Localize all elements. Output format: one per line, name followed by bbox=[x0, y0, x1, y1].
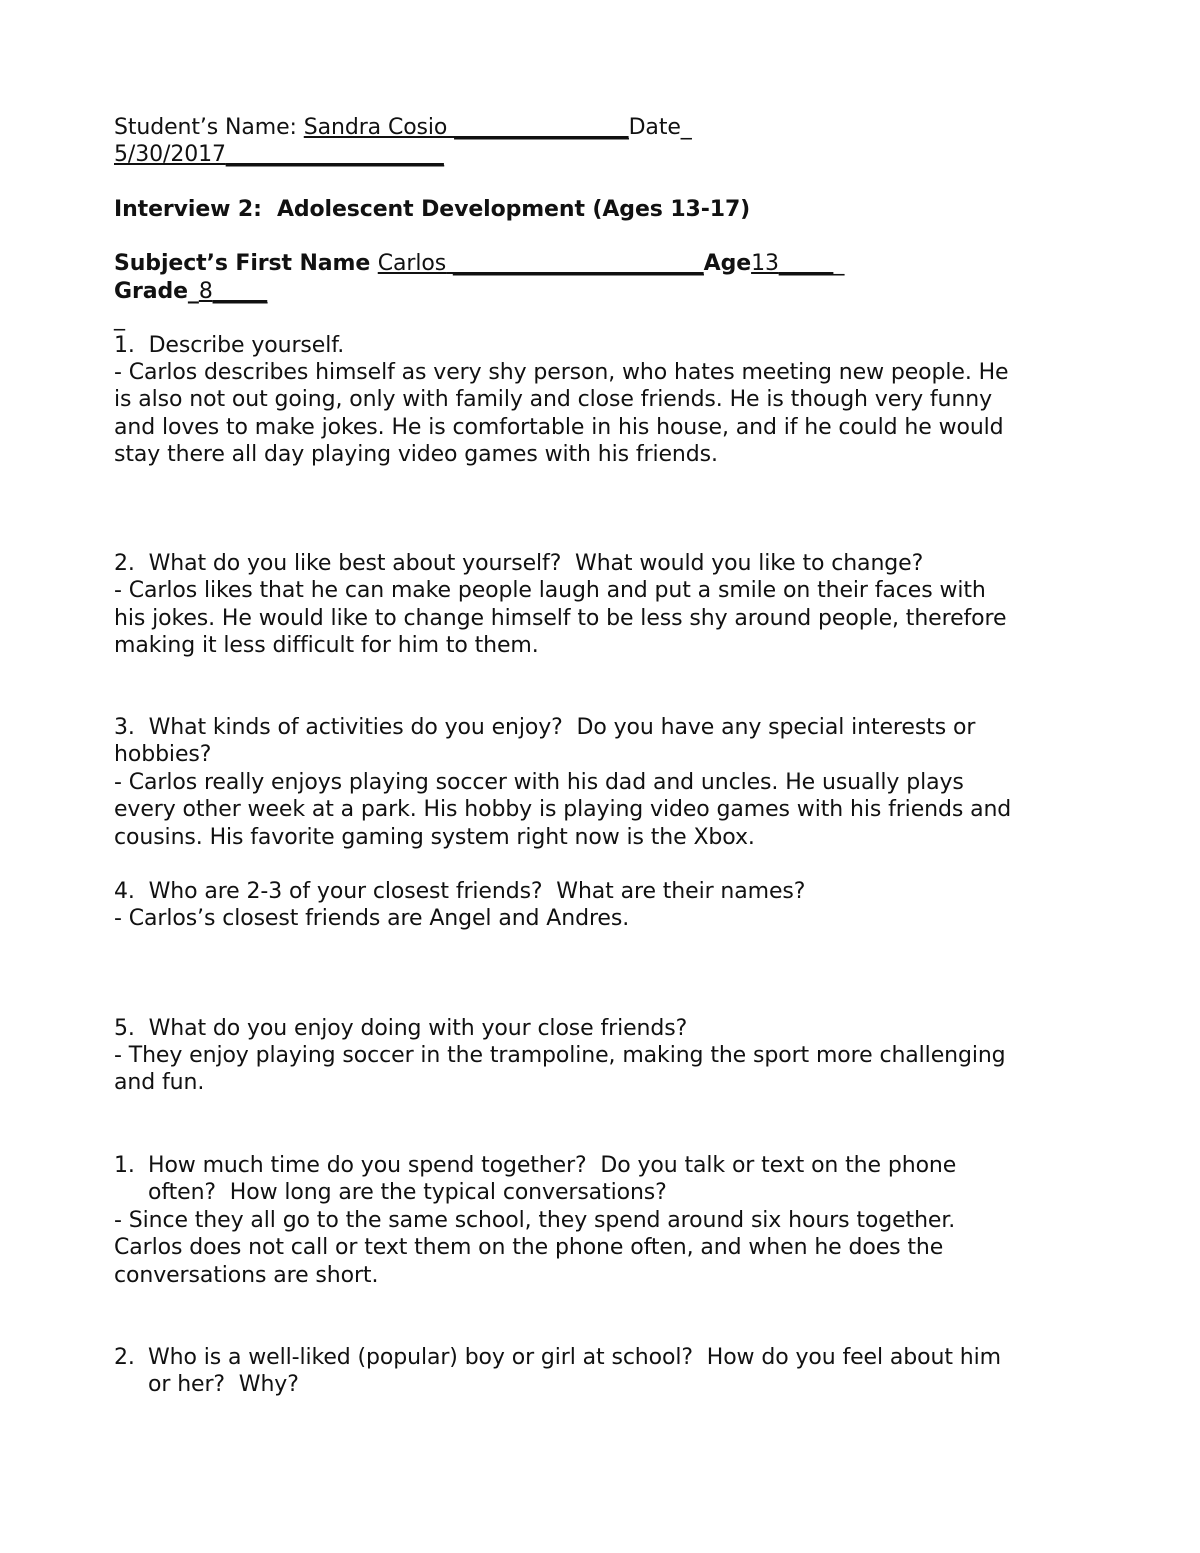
student-name-label: Student’s Name: bbox=[114, 115, 304, 140]
answer-1-line: and loves to make jokes. He is comfortable in his house, and if he could he would bbox=[114, 415, 1004, 440]
page-title: Interview 2: Adolescent Development (Ages 13-17) bbox=[114, 197, 751, 222]
grade-value: 8 bbox=[198, 279, 213, 304]
date-value: 5/30/2017 bbox=[114, 142, 226, 167]
date-underline: ____________________ bbox=[225, 142, 444, 167]
answer-2-line: - Carlos likes that he can make people laugh and put a smile on their faces with bbox=[114, 578, 986, 603]
question-7-continued: or her? Why? bbox=[148, 1372, 299, 1397]
answer-6-line: Carlos does not call or text them on the phone often, and when he does the bbox=[114, 1235, 944, 1260]
question-6-continued: often? How long are the typical conversations? bbox=[148, 1180, 667, 1205]
question-4: 4. Who are 2-3 of your closest friends? What are their names? bbox=[114, 879, 806, 904]
question-3: 3. What kinds of activities do you enjoy? Do you have any special interests or bbox=[114, 715, 976, 740]
answer-2-line: making it less difficult for him to them. bbox=[114, 633, 539, 658]
date-line bbox=[114, 141, 444, 168]
grade-label: Grade_ bbox=[114, 279, 199, 304]
answer-1-line: - Carlos describes himself as very shy person, who hates meeting new people. He bbox=[114, 360, 1009, 385]
answer-1-line: is also not out going, only with family and close friends. He is though very funny bbox=[114, 387, 992, 412]
student-name-value: Sandra Cosio ________________ bbox=[303, 115, 629, 140]
answer-3-line: - Carlos really enjoys playing soccer with his dad and uncles. He usually plays bbox=[114, 770, 964, 795]
answer-1-line: stay there all day playing video games with his friends. bbox=[114, 442, 718, 467]
grade-line bbox=[114, 278, 267, 305]
question-7: Who is a well-liked (popular) boy or girl at school? How do you feel about him bbox=[148, 1345, 1001, 1370]
age-tail: _ bbox=[833, 251, 845, 276]
grade-underline: _____ bbox=[212, 279, 268, 304]
answer-5-line: - They enjoy playing soccer in the trampoline, making the sport more challenging bbox=[114, 1043, 1006, 1068]
answer-4-line: - Carlos’s closest friends are Angel and Andres. bbox=[114, 906, 630, 931]
age-label: Age bbox=[703, 251, 752, 276]
question-7-number: 2. bbox=[114, 1345, 135, 1370]
question-5: 5. What do you enjoy doing with your close friends? bbox=[114, 1016, 688, 1041]
age-underline: _____ bbox=[778, 251, 834, 276]
subject-name-label: Subject’s First Name bbox=[114, 251, 378, 276]
date-label: Date_ bbox=[628, 115, 692, 140]
student-name-line bbox=[114, 114, 692, 141]
answer-3-line: cousins. His favorite gaming system right now is the Xbox. bbox=[114, 825, 755, 850]
subject-name-value: Carlos bbox=[377, 251, 447, 276]
answer-6-line: - Since they all go to the same school, they spend around six hours together. bbox=[114, 1208, 956, 1233]
age-value: 13 bbox=[751, 251, 779, 276]
answer-2-line: his jokes. He would like to change himself to be less shy around people, therefore bbox=[114, 606, 1007, 631]
subject-line bbox=[114, 250, 844, 277]
question-3-continued: hobbies? bbox=[114, 742, 212, 767]
answer-6-line: conversations are short. bbox=[114, 1263, 379, 1288]
subject-name-underline: _______________________ bbox=[446, 251, 704, 276]
question-6: How much time do you spend together? Do you talk or text on the phone bbox=[148, 1153, 957, 1178]
question-6-number: 1. bbox=[114, 1153, 135, 1178]
stray-mark: _ bbox=[114, 306, 125, 331]
answer-5-line: and fun. bbox=[114, 1070, 205, 1095]
question-2: 2. What do you like best about yourself? What would you like to change? bbox=[114, 551, 924, 576]
question-1: 1. Describe yourself. bbox=[114, 333, 345, 358]
answer-3-line: every other week at a park. His hobby is playing video games with his friends and bbox=[114, 797, 1012, 822]
